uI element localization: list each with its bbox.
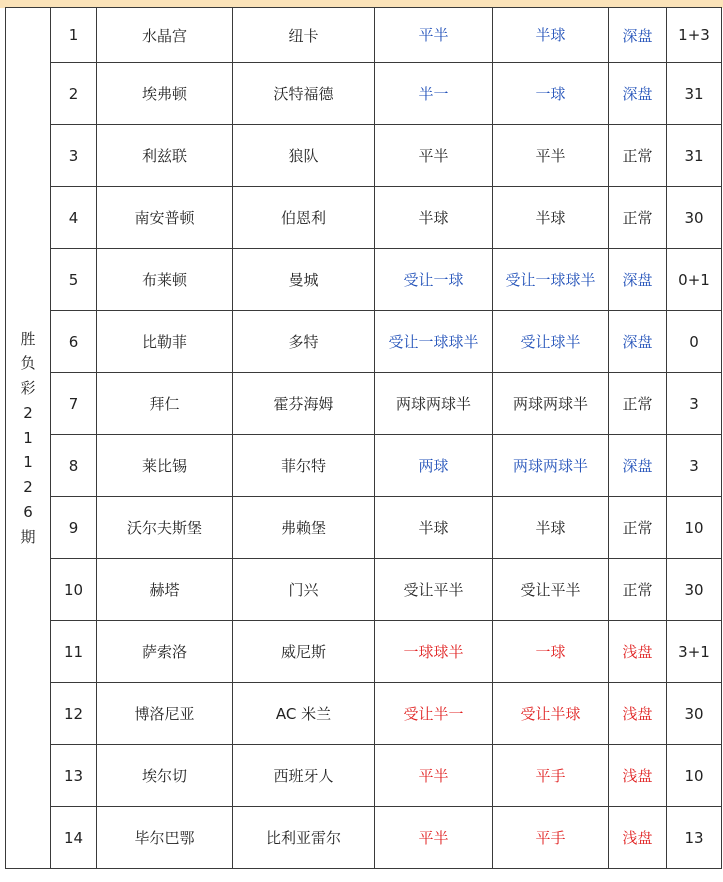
- match-table: [5, 7, 722, 869]
- handicap-a: 平半: [375, 745, 493, 807]
- handicap-b: 两球两球半: [493, 435, 609, 497]
- table-row: [6, 187, 722, 249]
- handicap-b: 受让球半: [493, 311, 609, 373]
- away-team: 伯恩利: [233, 187, 375, 249]
- match-number: 2: [51, 63, 97, 125]
- handicap-a: 半一: [375, 63, 493, 125]
- home-team: 沃尔夫斯堡: [97, 497, 233, 559]
- handicap-b: 一球: [493, 63, 609, 125]
- away-team: 弗赖堡: [233, 497, 375, 559]
- handicap-depth: 浅盘: [609, 683, 667, 745]
- match-number: 5: [51, 249, 97, 311]
- handicap-b: 平手: [493, 807, 609, 869]
- handicap-a: 半球: [375, 187, 493, 249]
- home-team: 布莱顿: [97, 249, 233, 311]
- handicap-b: 受让平半: [493, 559, 609, 621]
- away-team: 多特: [233, 311, 375, 373]
- away-team: 威尼斯: [233, 621, 375, 683]
- score-pick: 30: [667, 683, 722, 745]
- away-team: 曼城: [233, 249, 375, 311]
- match-number: 12: [51, 683, 97, 745]
- match-number: 8: [51, 435, 97, 497]
- table-row: [6, 8, 722, 63]
- handicap-a: 平半: [375, 807, 493, 869]
- away-team: 霍芬海姆: [233, 373, 375, 435]
- handicap-b: 受让半球: [493, 683, 609, 745]
- table-row: [6, 621, 722, 683]
- handicap-b: 受让一球球半: [493, 249, 609, 311]
- handicap-a: 半球: [375, 497, 493, 559]
- handicap-b: 半球: [493, 8, 609, 63]
- handicap-depth: 深盘: [609, 249, 667, 311]
- away-team: 菲尔特: [233, 435, 375, 497]
- away-team: AC 米兰: [233, 683, 375, 745]
- match-number: 11: [51, 621, 97, 683]
- away-team: 沃特福德: [233, 63, 375, 125]
- score-pick: 10: [667, 497, 722, 559]
- away-team: 比利亚雷尔: [233, 807, 375, 869]
- handicap-depth: 正常: [609, 187, 667, 249]
- table-row: [6, 683, 722, 745]
- handicap-b: 平半: [493, 125, 609, 187]
- handicap-depth: 正常: [609, 497, 667, 559]
- score-pick: 13: [667, 807, 722, 869]
- score-pick: 1+3: [667, 8, 722, 63]
- home-team: 毕尔巴鄂: [97, 807, 233, 869]
- handicap-depth: 浅盘: [609, 745, 667, 807]
- score-pick: 3: [667, 435, 722, 497]
- table-row: [6, 125, 722, 187]
- away-team: 西班牙人: [233, 745, 375, 807]
- score-pick: 30: [667, 559, 722, 621]
- handicap-a: 两球两球半: [375, 373, 493, 435]
- home-team: 水晶宫: [97, 8, 233, 63]
- handicap-b: 两球两球半: [493, 373, 609, 435]
- handicap-a: 平半: [375, 8, 493, 63]
- handicap-a: 受让平半: [375, 559, 493, 621]
- home-team: 利兹联: [97, 125, 233, 187]
- score-pick: 31: [667, 125, 722, 187]
- match-number: 9: [51, 497, 97, 559]
- handicap-a: 一球球半: [375, 621, 493, 683]
- handicap-a: 受让半一: [375, 683, 493, 745]
- handicap-b: 一球: [493, 621, 609, 683]
- handicap-a: 平半: [375, 125, 493, 187]
- table-row: [6, 497, 722, 559]
- home-team: 博洛尼亚: [97, 683, 233, 745]
- handicap-depth: 深盘: [609, 8, 667, 63]
- away-team: 狼队: [233, 125, 375, 187]
- match-number: 3: [51, 125, 97, 187]
- match-number: 7: [51, 373, 97, 435]
- score-pick: 3: [667, 373, 722, 435]
- period-label: [6, 8, 51, 869]
- home-team: 埃尔切: [97, 745, 233, 807]
- table-row: [6, 373, 722, 435]
- handicap-depth: 深盘: [609, 63, 667, 125]
- handicap-b: 平手: [493, 745, 609, 807]
- match-number: 13: [51, 745, 97, 807]
- home-team: 南安普顿: [97, 187, 233, 249]
- handicap-b: 半球: [493, 497, 609, 559]
- handicap-depth: 浅盘: [609, 807, 667, 869]
- table-row: [6, 559, 722, 621]
- home-team: 比勒菲: [97, 311, 233, 373]
- handicap-depth: 浅盘: [609, 621, 667, 683]
- home-team: 萨索洛: [97, 621, 233, 683]
- handicap-depth: 正常: [609, 559, 667, 621]
- home-team: 莱比锡: [97, 435, 233, 497]
- score-pick: 0: [667, 311, 722, 373]
- period-label-text: 胜负彩21126期: [20, 329, 36, 546]
- handicap-a: 受让一球: [375, 249, 493, 311]
- handicap-depth: 深盘: [609, 435, 667, 497]
- score-pick: 10: [667, 745, 722, 807]
- table-row: [6, 63, 722, 125]
- away-team: 纽卡: [233, 8, 375, 63]
- handicap-depth: 深盘: [609, 311, 667, 373]
- handicap-a: 两球: [375, 435, 493, 497]
- handicap-b: 半球: [493, 187, 609, 249]
- match-number: 1: [51, 8, 97, 63]
- match-number: 4: [51, 187, 97, 249]
- home-team: 埃弗顿: [97, 63, 233, 125]
- score-pick: 31: [667, 63, 722, 125]
- home-team: 拜仁: [97, 373, 233, 435]
- table-row: [6, 249, 722, 311]
- handicap-depth: 正常: [609, 125, 667, 187]
- score-pick: 3+1: [667, 621, 722, 683]
- match-number: 10: [51, 559, 97, 621]
- handicap-depth: 正常: [609, 373, 667, 435]
- table-row: [6, 807, 722, 869]
- table-row: [6, 435, 722, 497]
- score-pick: 30: [667, 187, 722, 249]
- match-number: 6: [51, 311, 97, 373]
- table-row: [6, 745, 722, 807]
- away-team: 门兴: [233, 559, 375, 621]
- handicap-a: 受让一球球半: [375, 311, 493, 373]
- home-team: 赫塔: [97, 559, 233, 621]
- match-number: 14: [51, 807, 97, 869]
- match-table-body: [6, 8, 722, 869]
- score-pick: 0+1: [667, 249, 722, 311]
- table-row: [6, 311, 722, 373]
